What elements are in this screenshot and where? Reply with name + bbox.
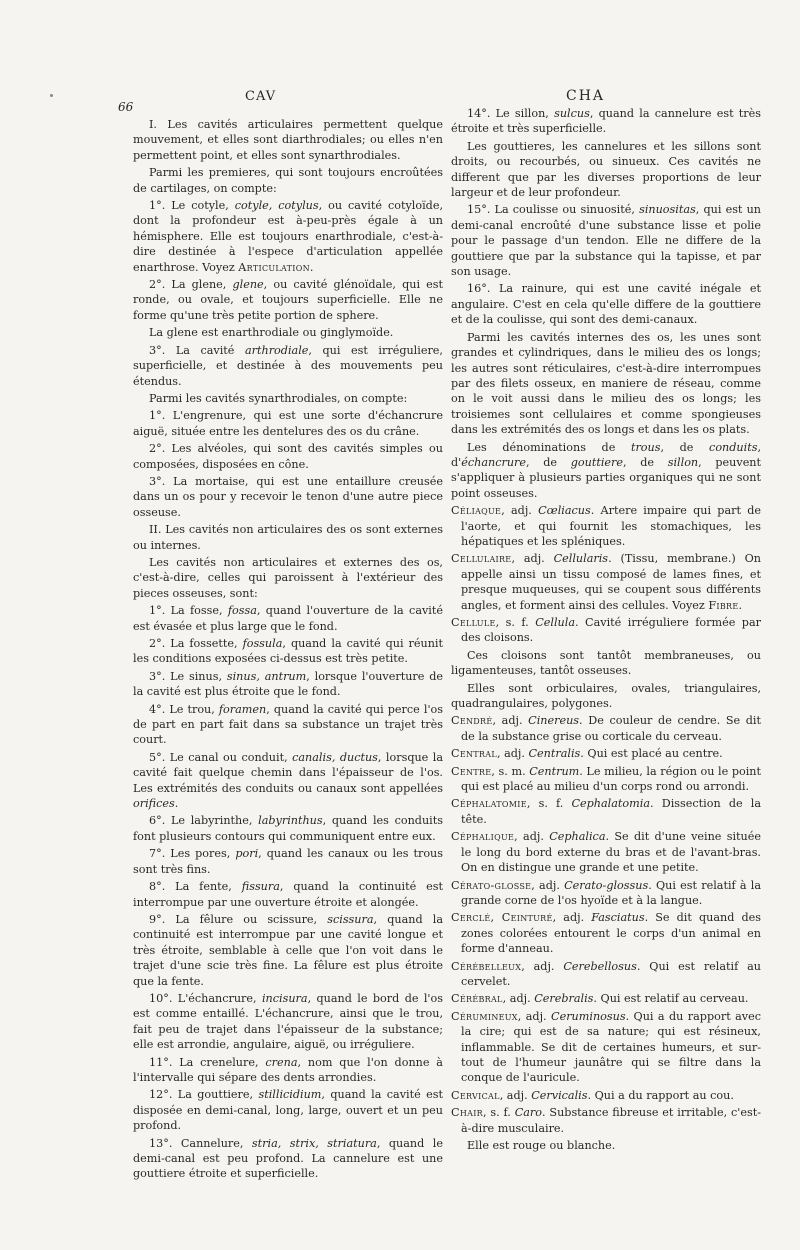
right-text-column [451,106,761,1155]
paragraph: 7°. Les pores, pori, quand les canaux ou les trous sont très fins. [133,847,443,876]
paragraph: 2°. La fossette, fossula, quand la cavité qui réunit les conditions exposées ci-dessus est très petite. [133,637,443,666]
paragraph: I. Les cavités articulaires permettent quelque mouvement, et elles sont diarthrodiales; ou elles n'en permettent point, et elles sont synarthrodiales. [133,118,443,162]
paragraph: Parmi les cavités internes des os, les unes sont grandes et cylindriques, dans le milieu des os longs; les autres sont réticulaires, c'est-à-dire interrompues par des filets osseux, en maniere de réseau, comme on le voit aussi dans le milieu des os longs; les troisiemes sont cellulaires et comme spongieuses dans les extrémités des os longs et dans les os plats. [451,330,761,437]
glossary-entry: Cellule, s. f. Cellula. Cavité irréguliere formée par des cloisons. [451,616,761,645]
right-running-head: CHA [566,88,606,104]
paragraph: 11°. La crenelure, crena, nom que l'on donne à l'intervalle qui sépare des dents arrondies. [133,1055,443,1084]
glossary-entry: Cerclé, Ceinturé, adj. Fasciatus. Se dit quand des zones colorées entourent le corps d'un animal en forme d'anneau. [451,911,761,956]
glossary-entry: Cérumineux, adj. Ceruminosus. Qui a du rapport avec la cire; qui est de sa nature; qui est résineux, inflammable. Se dit de certaines humeurs, et sur-tout de l'humeur jaunâtre qui se filtre dans la conque de l'auricule. [451,1009,761,1085]
glossary-entry: Cérato-glosse, adj. Cerato-glossus. Qui est relatif à la grande corne de l'os hyoïde et à la langue. [451,878,762,907]
paragraph: Ces cloisons sont tantôt membraneuses, ou ligamenteuses, tantôt osseuses. [451,648,761,678]
paragraph: Parmi les cavités synarthrodiales, on compte: [149,391,408,405]
paragraph: Les cavités non articulaires et externes des os, c'est-à-dire, celles qui paroissent à l'extérieur des pieces osseuses, sont: [133,555,443,600]
paragraph: 5°. Le canal ou conduit, canalis, ductus, lorsque la cavité fait quelque chemin dans l'épaisseur de l'os. Les extrémités des conduits ou canaux sont appellées orifices. [133,750,443,811]
paragraph: 15°. La coulisse ou sinuosité, sinuositas, qui est un demi-canal encroûté d'une substance lisse et polie pour le passage d'un tendon. Elle ne differe de la gouttiere que par la substance qui la tapisse, et par son usage. [451,203,761,279]
paragraph: 1°. Le cotyle, cotyle, cotylus, ou cavité cotyloïde, dont la profondeur est à-peu-près égale à un hémisphere. Elle est toujours enarthrodiale, c'est-à-dire destinée à l'espece d'articulation appellée enarthrose. Voyez Articulation. [133,199,443,274]
paragraph: 16°. La rainure, qui est une cavité inégale et angulaire. C'est en cela qu'elle differe de la gouttiere et de la coulisse, qui sont des demi-canaux. [451,282,761,327]
paragraph: La glene est enarthrodiale ou ginglymoïde. [149,326,394,340]
paragraph: 1°. La fosse, fossa, quand l'ouverture de la cavité est évasée et plus large que le fond. [133,604,443,633]
glossary-entry: Cérébelleux, adj. Cerebellosus. Qui est relatif au cervelet. [451,959,761,988]
left-text-column [133,117,443,1184]
glossary-entry: Central, adj. Centralis. Qui est placé au centre. [451,747,723,761]
paragraph: 3°. Le sinus, sinus, antrum, lorsque l'ouverture de la cavité est plus étroite que le fond. [133,669,444,699]
paragraph: 8°. La fente, fissura, quand la continuité est interrompue par une ouverture étroite et alongée. [133,880,443,909]
paragraph: 4°. Le trou, foramen, quand la cavité qui perce l'os de part en part fait dans sa substance un trajet très court. [133,702,443,747]
paragraph: 9°. La fêlure ou scissure, scissura, quand la continuité est interrompue par une cavité longue et très étroite, semblable à celle que l'on voit dans le trajet d'une scie très fine. La fêlure est plus étroite que la fente. [133,912,443,988]
paragraph: 10°. L'échancrure, incisura, quand le bord de l'os est comme entaillé. L'échancrure, ainsi que le trou, fait peu de trajet dans l'épaisseur de la substance; elle est arrondie, angulaire, aiguë, ou irréguliere. [133,991,443,1052]
paragraph: Elle est rouge ou blanche. [467,1139,616,1152]
glossary-entry: Céphalatomie, s. f. Cephalatomia. Dissection de la tête. [451,797,761,826]
paragraph: 3°. La cavité arthrodiale, qui est irréguliere, superficielle, et destinée à des mouvements peu étendus. [133,343,443,388]
paragraph: 6°. Le labyrinthe, labyrinthus, quand les conduits font plusieurs contours qui communiquent entre eux. [133,814,443,843]
page-speck [50,94,53,97]
paragraph: Elles sont orbiculaires, ovales, triangulaires, quadrangulaires, polygones. [451,681,761,711]
glossary-entry: Centre, s. m. Centrum. Le milieu, la région ou le point qui est placé au milieu d'un corps rond ou arrondi. [451,764,762,794]
paragraph: 2°. La glene, glene, ou cavité glénoïdale, qui est ronde, ou ovale, et toujours superficielle. Elle ne forme qu'une très petite portion de sphere. [133,278,443,322]
paragraph: 1°. L'engrenure, qui est une sorte d'échancrure aiguë, située entre les dentelures des os du crâne. [133,409,443,438]
glossary-entry: Céliaque, adj. Cœliacus. Artere impaire qui part de l'aorte, et qui fournit les stomachiques, les hépatiques et les spléniques. [451,504,761,548]
glossary-entry: Cellulaire, adj. Cellularis. (Tissu, membrane.) On appelle ainsi un tissu composé de lames fines, et presque muqueuses, qui se coupent sous différents angles, et forment ainsi des cellules. Voyez Fibre. [451,552,761,612]
glossary-entry: Céphalique, adj. Cephalica. Se dit d'une veine située le long du bord externe du bras et de l'avant-bras. On en distingue une grande et une petite. [451,830,761,875]
paragraph: II. Les cavités non articulaires des os sont externes ou internes. [133,523,443,552]
glossary-entry: Cervical, adj. Cervicalis. Qui a du rapport au cou. [451,1088,734,1102]
paragraph: 2°. Les alvéoles, qui sont des cavités simples ou composées, disposées en cône. [133,442,443,471]
glossary-entry: Cendré, adj. Cinereus. De couleur de cendre. Se dit de la substance grise ou corticale du cerveau. [451,714,761,743]
paragraph: 13°. Cannelure, stria, strix, striatura, quand le demi-canal est peu profond. La cannelure est une gouttiere étroite et superficielle. [133,1136,443,1181]
page-number: 66 [118,100,134,114]
left-running-head: CAV [245,89,277,104]
glossary-entry: Chair, s. f. Caro. Substance fibreuse et irritable, c'est-à-dire musculaire. [451,1106,761,1135]
paragraph: 12°. La gouttiere, stillicidium, quand la cavité est disposée en demi-canal, long, large, ouvert et un peu profond. [133,1088,443,1133]
glossary-entry: Cérébral, adj. Cerebralis. Qui est relatif au cerveau. [451,992,749,1006]
paragraph: Parmi les premieres, qui sont toujours encroûtées de cartilages, on compte: [133,166,443,195]
paragraph: Les dénominations de trous, de conduits, d'échancrure, de gouttiere, de sillon, peuvent s'appliquer à plusieurs parties organiques qui ne sont point osseuses. [451,440,762,500]
paragraph: Les gouttieres, les cannelures et les sillons sont droits, ou recourbés, ou sinueux. Ces cavités ne different que par les diverses proportions de leur largeur et de leur profondeur. [451,139,761,200]
paragraph: 14°. Le sillon, sulcus, quand la cannelure est très étroite et très superficielle. [451,107,761,136]
paragraph: 3°. La mortaise, qui est une entaillure creusée dans un os pour y recevoir le tenon d'une autre piece osseuse. [133,474,443,519]
